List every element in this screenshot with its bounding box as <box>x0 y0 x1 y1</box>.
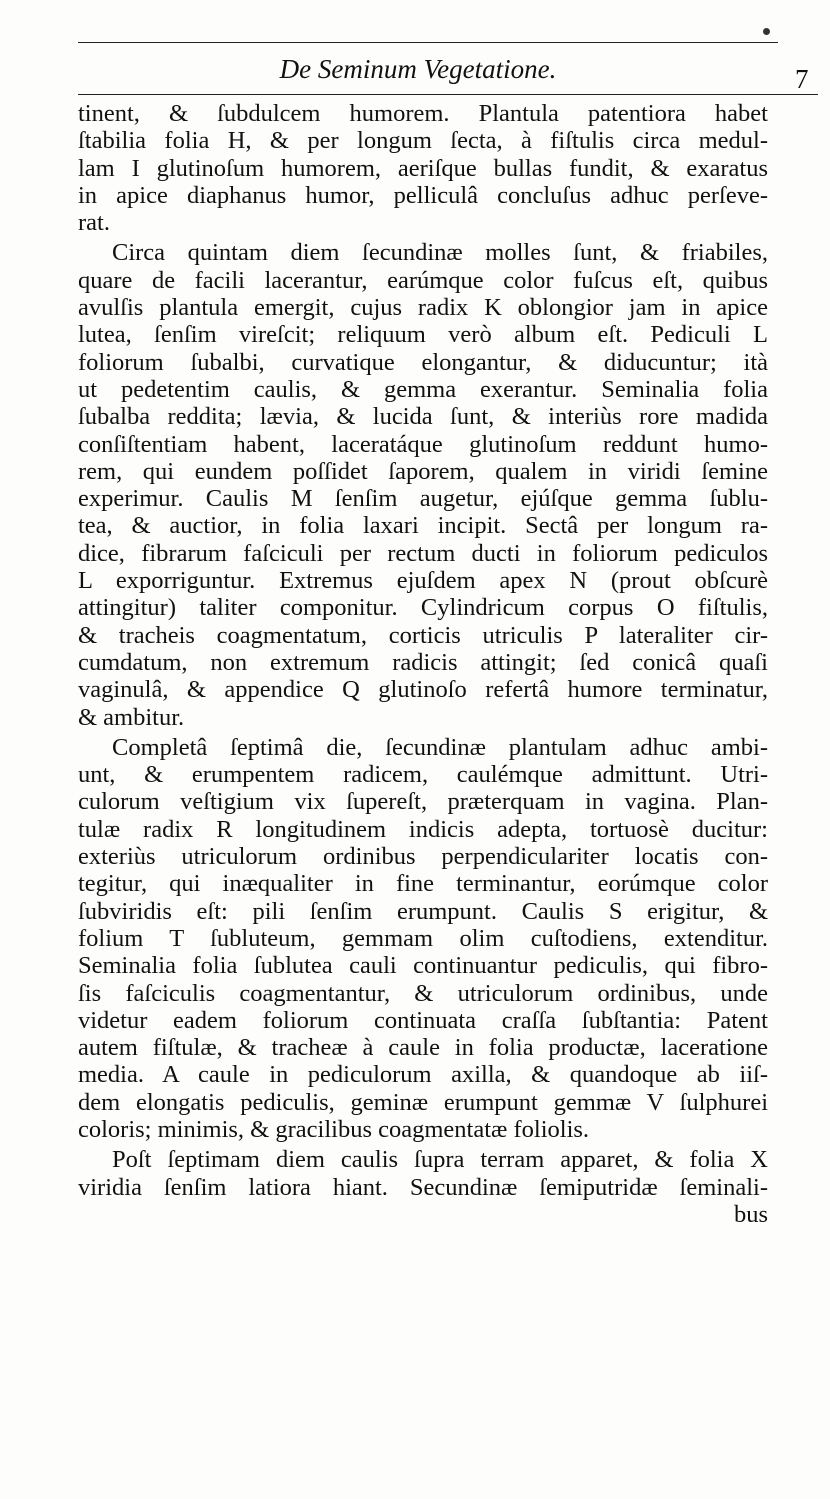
text-line: conſiſtentiam habent, laceratáque glutinoſum reddunt humo- <box>78 430 768 458</box>
text-line: experimur. Caulis M ſenſim augetur, ejúſque gemma ſublu- <box>78 485 768 513</box>
text-line: ſtabilia folia H, & per longum ſecta, à fiſtulis circa medul- <box>78 127 768 155</box>
text-line: Circa quintam diem ſecundinæ molles ſunt, & friabiles, <box>112 239 768 267</box>
text-line: rem, qui eundem poſſidet ſaporem, qualem in viridi ſemine <box>78 457 768 485</box>
text-line: avulſis plantula emergit, cujus radix K oblongior jam in apice <box>78 294 768 322</box>
text-line: viridia ſenſim latiora hiant. Secundinæ ſemiputridæ ſeminali- <box>78 1173 768 1201</box>
paragraph-1 <box>78 100 768 236</box>
text-line: tea, & auctior, in folia laxari incipit. Sectâ per longum ra- <box>78 512 768 540</box>
text-line: autem fiſtulæ, & tracheæ à caule in folia productæ, laceratione <box>78 1034 768 1062</box>
paragraph-3 <box>78 734 768 1143</box>
text-line: ut pedetentim caulis, & gemma exerantur. Seminalia folia <box>78 375 768 403</box>
running-head: De Seminum Vegetatione. <box>279 54 557 84</box>
paragraph-2 <box>78 239 768 730</box>
text-line: ſis faſciculis coagmentantur, & utriculorum ordinibus, unde <box>78 979 768 1007</box>
text-line: & ambitur. <box>78 703 185 731</box>
text-line: culorum veſtigium vix ſupereſt, præterquam in vagina. Plan- <box>78 788 768 816</box>
ink-spot <box>763 28 770 35</box>
top-rule <box>78 42 778 43</box>
text-line: ſubviridis eſt: pili ſenſim erumpunt. Caulis S erigitur, & <box>78 897 768 925</box>
text-line: tinent, & ſubdulcem humorem. Plantula patentiora habet <box>78 100 768 127</box>
text-line: exteriùs utriculorum ordinibus perpendiculariter locatis con- <box>78 843 768 871</box>
text-line: tegitur, qui inæqualiter in fine terminantur, eorúmque color <box>78 870 768 898</box>
catchword: bus <box>733 1200 768 1228</box>
text-line: Seminalia folia ſublutea cauli continuantur pediculis, qui fibro- <box>78 952 768 980</box>
text-line: ſubalba reddita; lævia, & lucida ſunt, & interiùs rore madida <box>78 403 768 431</box>
text-line: coloris; minimis, & gracilibus coagmentatæ foliolis. <box>78 1115 590 1143</box>
text-line: folium T ſubluteum, gemmam olim cuſtodiens, extenditur. <box>78 924 768 952</box>
text-line: lutea, ſenſim vireſcit; reliquum verò album eſt. Pediculi L <box>78 321 768 349</box>
text-line: cumdatum, non extremum radicis attingit; ſed conicâ quaſi <box>78 648 768 676</box>
text-line: videtur eadem foliorum continuata craſſa ſubſtantia: Patent <box>78 1006 768 1034</box>
text-line: dem elongatis pediculis, geminæ erumpunt gemmæ V ſulphurei <box>78 1088 768 1116</box>
text-line: tulæ radix R longitudinem indicis adepta, tortuosè ducitur: <box>78 815 768 843</box>
text-line: vaginulâ, & appendice Q glutinoſo refertâ humore terminatur, <box>78 676 768 704</box>
text-line: in apice diaphanus humor, pelliculâ concluſus adhuc perſeve- <box>78 181 768 209</box>
body-text <box>78 100 768 1231</box>
text-line: & tracheis coagmentatum, corticis utriculis P lateraliter cir- <box>78 621 768 649</box>
text-line: L exporriguntur. Extremus ejuſdem apex N (prout obſcurè <box>78 567 768 595</box>
text-line: foliorum ſubalbi, curvatique elongantur, & diducuntur; ità <box>78 348 768 376</box>
text-line: Poſt ſeptimam diem caulis ſupra terram apparet, & folia X <box>112 1146 768 1174</box>
text-line: rat. <box>78 209 110 237</box>
paragraph-4 <box>78 1146 768 1228</box>
text-line: media. A caule in pediculorum axilla, & quandoque ab iiſ- <box>78 1061 768 1089</box>
text-line: lam I glutinoſum humorem, aeriſque bullas fundit, & exaratus <box>78 154 768 182</box>
page-number: 7 <box>795 64 809 94</box>
text-line: Completâ ſeptimâ die, ſecundinæ plantulam adhuc ambi- <box>112 733 768 761</box>
text-line: unt, & erumpentem radicem, caulémque admittunt. Utri- <box>78 761 768 789</box>
text-line: dice, fibrarum faſciculi per rectum ducti in foliorum pediculos <box>78 539 768 567</box>
header-rule <box>78 94 818 95</box>
text-line: attingitur) taliter componitur. Cylindricum corpus O fiſtulis, <box>78 594 768 622</box>
text-line: quare de facili lacerantur, earúmque color fuſcus eſt, quibus <box>78 266 768 294</box>
